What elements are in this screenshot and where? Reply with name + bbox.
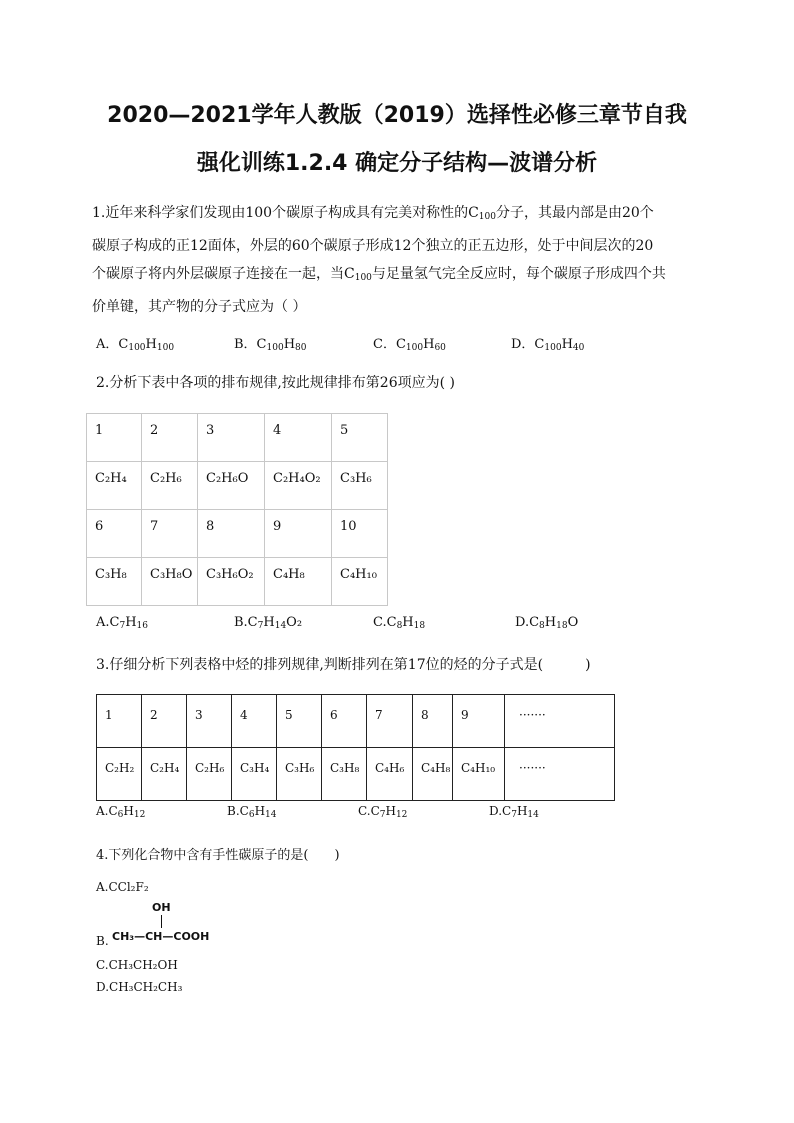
table-row (87, 462, 388, 510)
table-row (87, 510, 388, 558)
q3-table (96, 694, 615, 801)
table-row (97, 695, 615, 748)
table-cell: 1 (87, 414, 142, 462)
table-cell: 6 (87, 510, 142, 558)
q4-option-a: A.CCl₂F₂ (96, 880, 149, 894)
q1-option-a: A．$C_{100}H_{100}$ (96, 337, 175, 353)
table-cell: 8 (413, 695, 453, 748)
q4-option-c: C.CH₃CH₂OH (96, 958, 178, 972)
table-cell: 2 (142, 414, 198, 462)
q4-option-b-bond (161, 915, 162, 928)
table-cell: 5 (332, 414, 388, 462)
q2-option-c: $C.C_8H_{18}$ (373, 615, 426, 631)
table-cell: C₂H₄ (142, 748, 187, 801)
q4-stem: 4.下列化合物中含有手性碳原子的是( ) (96, 848, 340, 863)
table-cell: 3 (187, 695, 232, 748)
table-cell: 6 (322, 695, 367, 748)
table-cell: 2 (142, 695, 187, 748)
q1-option-c: C．$C_{100}H_{60}$ (373, 337, 446, 353)
table-cell: 4 (265, 414, 332, 462)
table-row (97, 748, 615, 801)
q4-option-b-oh: OH (152, 901, 171, 914)
table-cell: C₂H₂ (97, 748, 142, 801)
q4-option-b-label: B. (96, 934, 109, 948)
table-cell: 1 (97, 695, 142, 748)
table-cell: C₃H₈ (87, 558, 142, 606)
q3-option-d: $D.C_7H_{14}$ (489, 804, 539, 820)
table-cell: 3 (198, 414, 265, 462)
table-cell: C₂H₆ (187, 748, 232, 801)
table-cell: C₃H₈O (142, 558, 198, 606)
table-cell: 7 (142, 510, 198, 558)
q2-stem: 2.分析下表中各项的排布规律,按此规律排布第26项应为( ) (96, 375, 455, 391)
doc-title-line1: 2020—2021学年人教版（2019）选择性必修三章节自我 (107, 103, 687, 128)
table-cell: C₃H₄ (232, 748, 277, 801)
q4-option-b-chain: CH₃—CH—COOH (112, 930, 210, 943)
table-cell: ······· (505, 695, 615, 748)
table-cell: 9 (265, 510, 332, 558)
table-cell: 10 (332, 510, 388, 558)
table-row (87, 558, 388, 606)
table-cell: 8 (198, 510, 265, 558)
table-cell: C₂H₄ (87, 462, 142, 510)
q3-stem: 3.仔细分析下列表格中烃的排列规律,判断排列在第17位的烃的分子式是( ) (96, 657, 591, 673)
table-cell: C₃H₆ (332, 462, 388, 510)
q2-table (86, 413, 388, 606)
q1-option-d: D．$C_{100}H_{40}$ (511, 337, 585, 353)
table-cell: C₂H₄O₂ (265, 462, 332, 510)
q3-option-b: $B.C_6H_{14}$ (227, 804, 277, 820)
table-cell: 7 (367, 695, 413, 748)
table-cell: C₄H₁₀ (453, 748, 505, 801)
q2-option-b: $B.C_7H_{14}O_2$ (234, 615, 303, 631)
q1-option-b: B．$C_{100}H_{80}$ (234, 337, 307, 353)
table-cell: C₄H₈ (413, 748, 453, 801)
table-cell: C₄H₈ (265, 558, 332, 606)
table-cell: 4 (232, 695, 277, 748)
table-cell: C₂H₆ (142, 462, 198, 510)
q1-stem: 1.近年来科学家们发现由100个碳原子构成具有完美对称性的$C_{100}$分子，其最内部是由20个 碳原子构成的正12面体，外层的60个碳原子形成12个独立的正五边形，处于中间层次的20 个碳原子将内外层碳原子连接在一起，当$C_{100}$与足量氢气完全反应时，每个碳原子形成四个共 价单键，其产物的分子式应为（ ） (92, 205, 666, 315)
table-cell: C₃H₈ (322, 748, 367, 801)
table-cell: C₃H₆O₂ (198, 558, 265, 606)
table-cell: 5 (277, 695, 322, 748)
table-cell: C₃H₆ (277, 748, 322, 801)
table-cell: C₄H₁₀ (332, 558, 388, 606)
table-cell: C₂H₆O (198, 462, 265, 510)
table-cell: 9 (453, 695, 505, 748)
table-cell: C₄H₆ (367, 748, 413, 801)
q2-option-a: $A.C_7H_{16}$ (96, 615, 148, 631)
q2-option-d: $D.C_8H_{18}O$ (515, 615, 579, 631)
table-row (87, 414, 388, 462)
table-cell: ······· (505, 748, 615, 801)
q4-option-d: D.CH₃CH₂CH₃ (96, 980, 183, 994)
q3-option-a: $A.C_6H_{12}$ (96, 804, 146, 820)
q3-option-c: $C.C_7H_{12}$ (358, 804, 408, 820)
doc-title-line2: 强化训练1.2.4 确定分子结构—波谱分析 (196, 151, 598, 176)
